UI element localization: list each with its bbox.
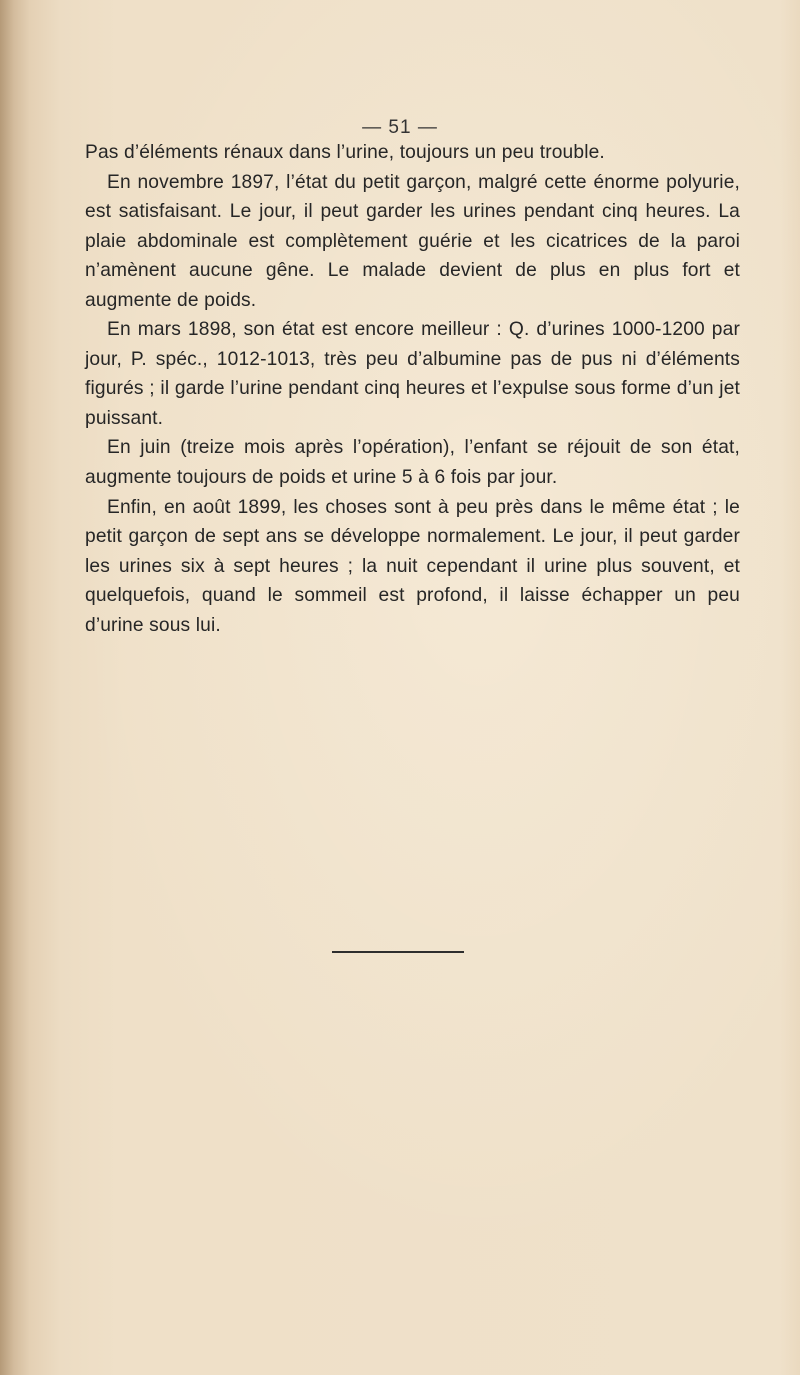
page-number: — 51 — [362, 117, 438, 138]
paragraph-5: Enfin, en août 1899, les choses sont à peu près dans le même état ; le petit garçon de sept ans se développe normalement. Le jour, il peut garder les urines six à sept heures ; la nuit cependant il urine plus souvent, et quelquefois, quand le sommeil est profond, il laisse échapper un peu d’urine sous lui. [85, 496, 740, 636]
paragraph-1: Pas d’éléments rénaux dans l’urine, toujours un peu trouble. [85, 142, 605, 163]
paragraph-2: En novembre 1897, l’état du petit garçon, malgré cette énorme polyurie, est satisfaisant. Le jour, il peut garder les urines pendant cinq heures. La plaie abdominale est complètement guérie et les cicatrices de la paroi n’amènent aucune gêne. Le malade devient de plus en plus fort et augmente de poids. [85, 171, 740, 311]
section-divider [332, 951, 464, 953]
body-text [85, 138, 740, 640]
paragraph-3: En mars 1898, son état est encore meilleur : Q. d’urines 1000-1200 par jour, P. spéc., 1012-1013, très peu d’albumine pas de pus ni d’éléments figurés ; il garde l’urine pendant cinq heures et l’expulse sous forme d’un jet puissant. [85, 319, 740, 429]
paragraph-4: En juin (treize mois après l’opération), l’enfant se réjouit de son état, augmente toujours de poids et urine 5 à 6 fois par jour. [85, 437, 740, 489]
